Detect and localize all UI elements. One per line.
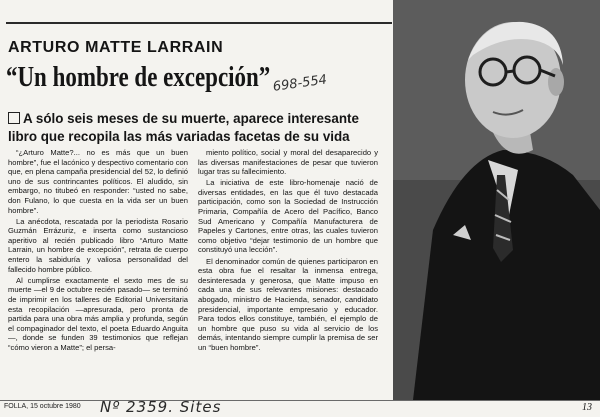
page-number: 13 — [582, 402, 592, 413]
article-column-left — [8, 148, 188, 354]
top-divider — [6, 22, 392, 24]
source-date: FOLLA, 15 octubre 1980 — [4, 403, 81, 410]
portrait-photo — [393, 0, 600, 400]
portrait-illustration — [393, 0, 600, 400]
paragraph: La iniciativa de este libro-homenaje nació de diversas entidades, en las que él tuvo destacada participación, como son la Sociedad de Instrucción Primaria, Compañía de Acero del Pacífico, Banco Sud Americano y Compañía Manufacturera de Papeles y Cartones, entre otras, las cuales tuvieron como objetivo “dejar testimonio de un hombre que constituyó una lección”. — [198, 178, 378, 255]
paragraph: La anécdota, rescatada por la periodista Rosario Guzmán Errázuriz, e inserta como sustancioso aperitivo al recién publicado libro “Arturo Matte Larrain, un hombre de excepción”, retrata de cuerpo entero la sabiduría y valiosa personalidad del fallecido hombre público. — [8, 216, 188, 274]
paragraph: Al cumplirse exactamente el sexto mes de su muerte —el 9 de octubre recién pasado— se terminó de imprimir en los talleres de Editorial Universitaria esta recopilación —apresurada, pero pronta de partida para una obra más amplia y profunda, según el compaginador del texto, el poeta Eduardo Anguita—, donde se funden 39 testimonios que reflejan “cómo vieron a Matte”; el persa- — [8, 275, 188, 352]
article-headline: “Un hombre de excepción” — [6, 62, 271, 93]
paragraph: El denominador común de quienes participaron en esta obra fue el resaltar la inmensa entrega, desinteresada y generosa, que Matte impuso en cada una de sus relevantes misiones: destacado abogado, ministro de Hacienda, senador, candidato presidencial, importante empresario y educador. Para todos ellos constituye, también, el ejemplo de un hombre que puso su vida al servicio de los demás, intentando siempre cumplir la premisa de ser un “buen hombre”. — [198, 256, 378, 352]
subheadline-text: A sólo seis meses de su muerte, aparece interesante libro que recopila las más variadas facetas de su vida — [8, 111, 359, 144]
square-bullet-icon — [8, 112, 20, 124]
bottom-divider — [0, 400, 600, 401]
paragraph: miento político, social y moral del desaparecido y las diversas manifestaciones de pesar que tuvieron lugar tras su fallecimiento. — [198, 148, 378, 177]
article-column-right — [198, 148, 378, 354]
paragraph: “¿Arturo Matte?... no es más que un buen hombre”, fue el lacónico y despectivo comentario con que, en plena campaña presidencial del 52, lo definió uno de sus contrincantes políticos. El aludido, sin embargo, no titubeó en responder: “usted no sabe, don Fulano, lo que cuesta en la vida ser un buen hombre”. — [8, 148, 188, 215]
handwritten-annotation: 698-554 — [272, 72, 328, 95]
article-subheadline — [8, 110, 388, 146]
handwritten-stamp: Nº 2359. Sites — [100, 398, 222, 416]
article-byline: ARTURO MATTE LARRAIN — [8, 39, 224, 56]
